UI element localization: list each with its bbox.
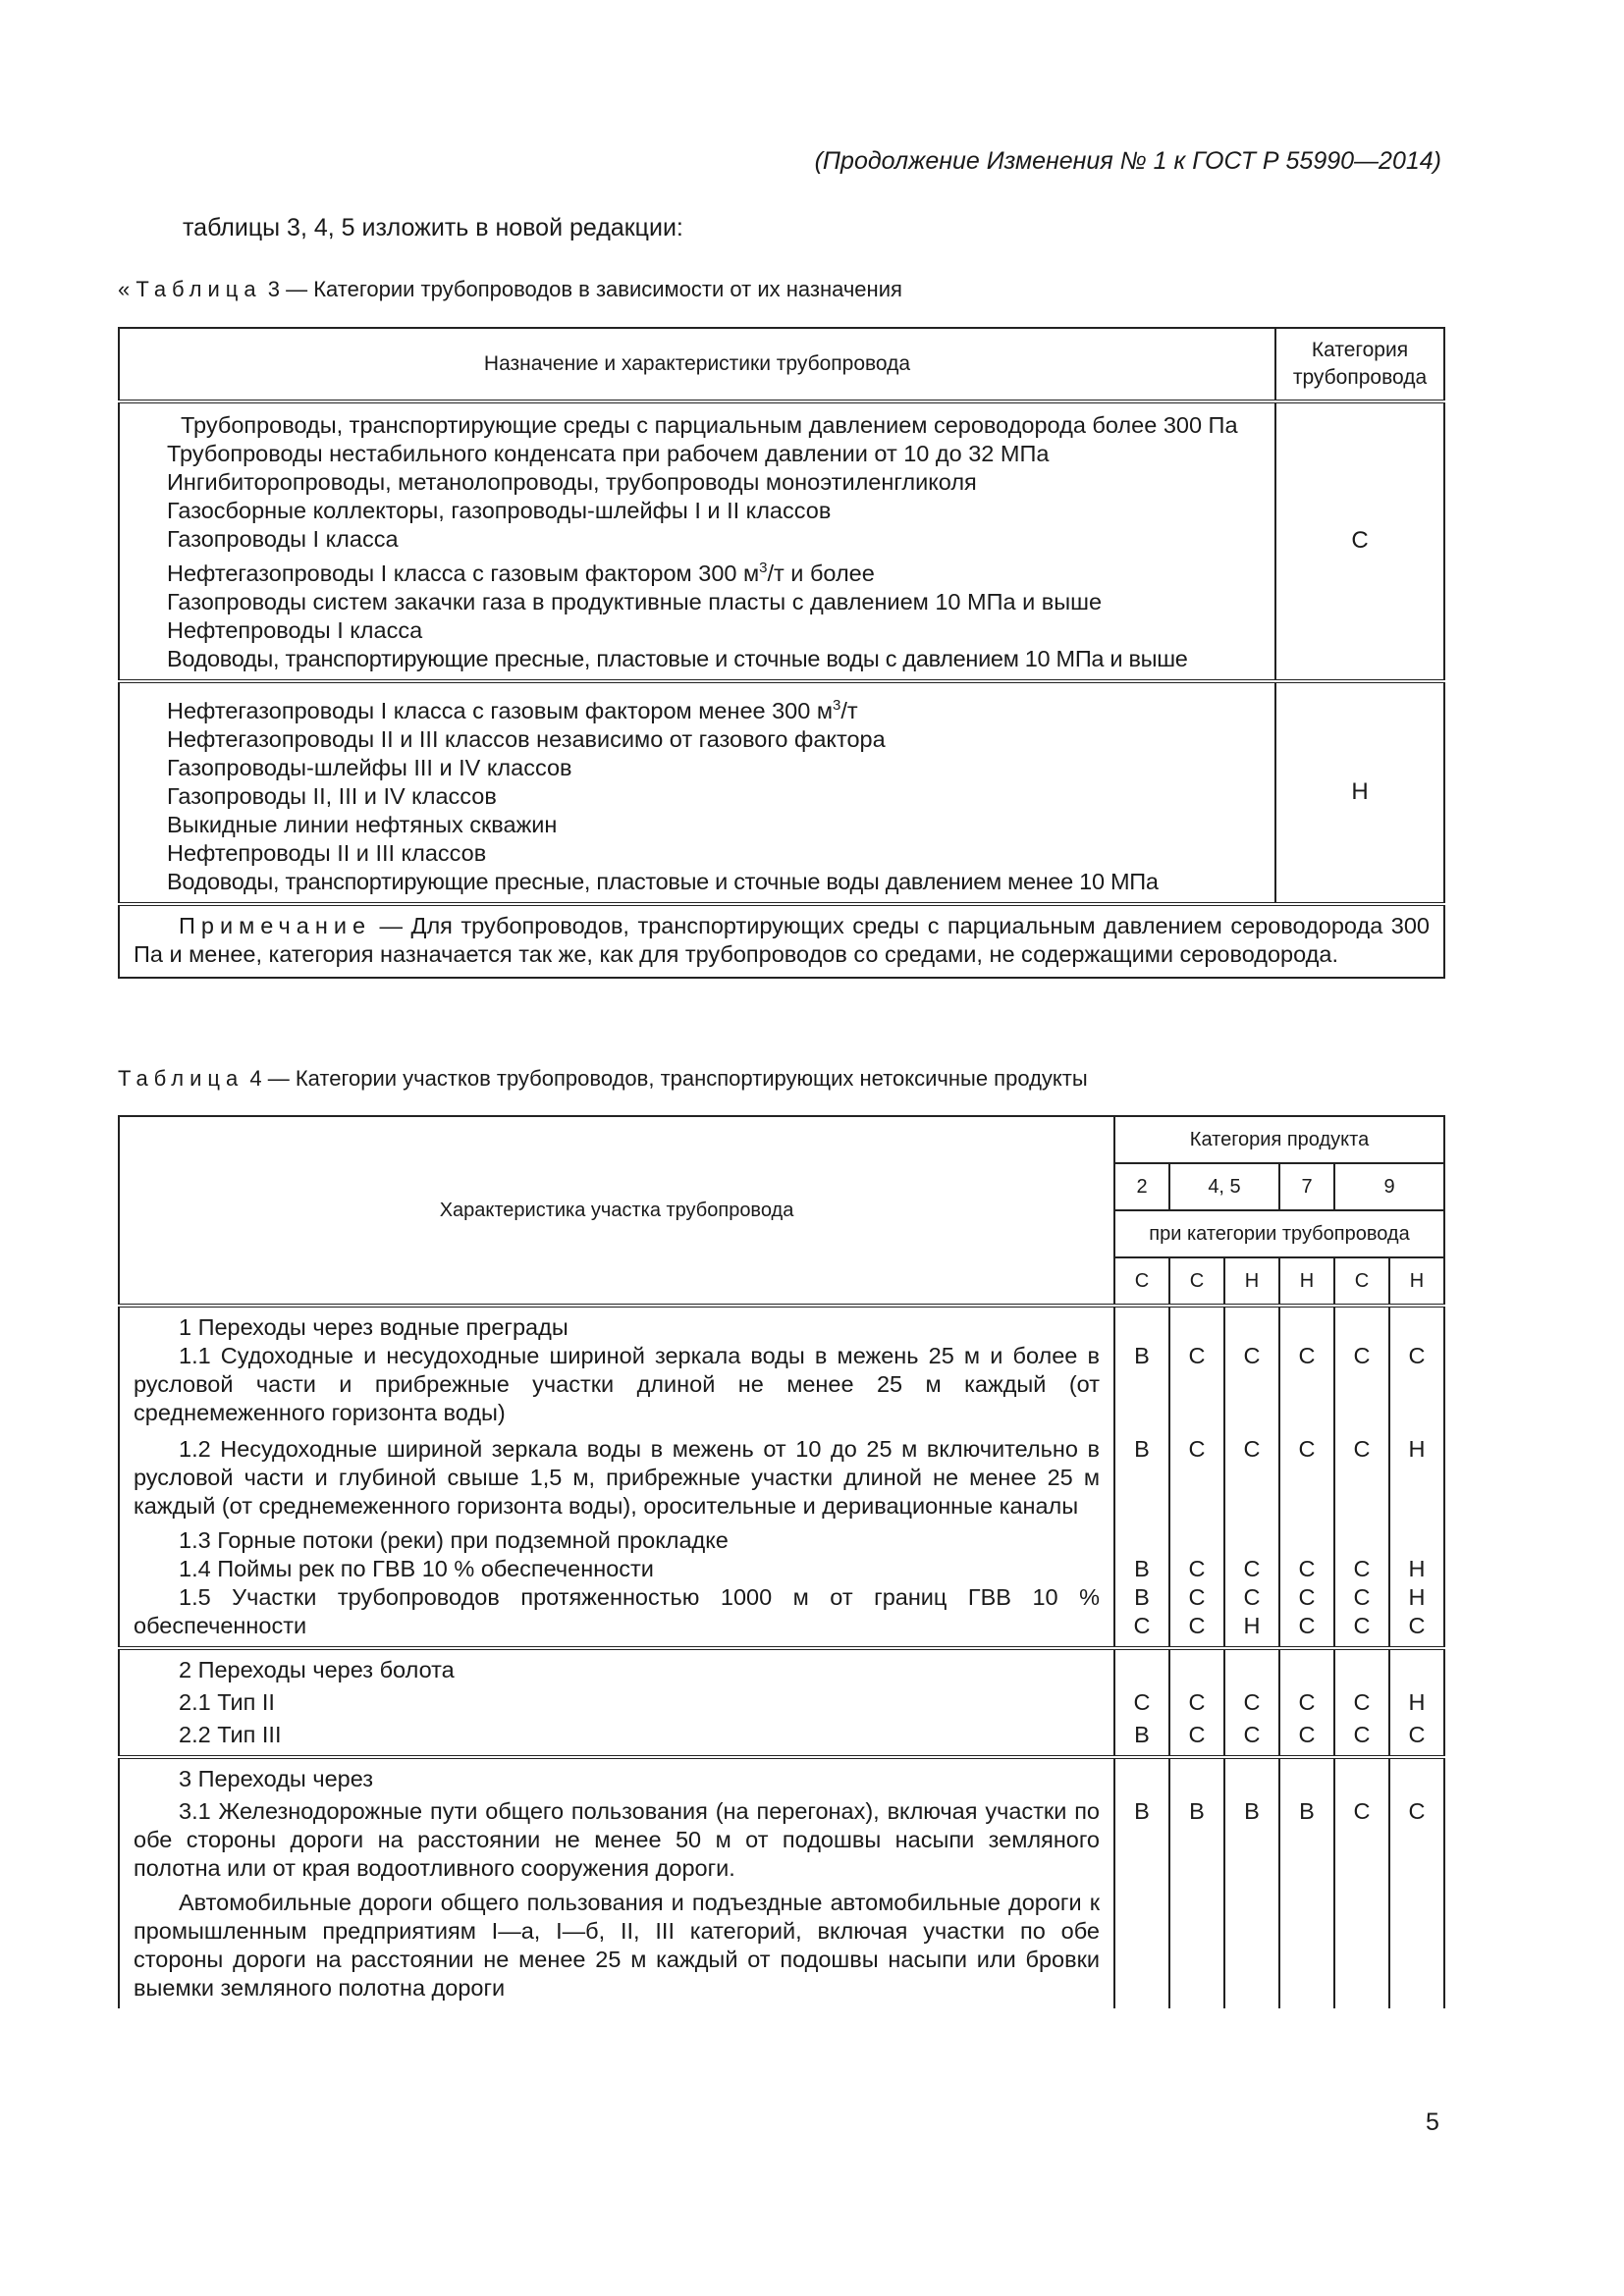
- table4-row-text: 1.1 Судоходные и несудоходные шириной зеркала воды в межень 25 м и более в русловой части и прибрежные участки длиной не менее 25 м каждый (от среднемеженного горизонта воды): [134, 1343, 1100, 1425]
- table4-value: С: [1243, 1436, 1261, 1462]
- table3-group2-item: Нефтегазопроводы II и III классов независимо от газового фактора: [167, 725, 886, 752]
- table4-value: С: [1408, 1722, 1426, 1747]
- table4-value-col: [1389, 1648, 1444, 1757]
- table4-value: С: [1133, 1689, 1151, 1715]
- table4-value: С: [1353, 1584, 1371, 1610]
- table4-value: С: [1298, 1722, 1316, 1747]
- table3-group2-item-oil-gas: [135, 691, 1265, 725]
- table4-value-col: [1279, 1306, 1334, 1648]
- sup-text-post: /т: [840, 697, 858, 723]
- table4-value-col: [1389, 1757, 1444, 2008]
- table3-group2-item: Газопроводы-шлейфы III и IV классов: [167, 754, 572, 780]
- table4-value: В: [1134, 1722, 1150, 1747]
- table3-group1-item: Нефтепроводы I класса: [167, 616, 423, 643]
- table4-value-col: [1114, 1757, 1169, 2008]
- table4-value: С: [1353, 1798, 1371, 1824]
- table3: [118, 327, 1445, 979]
- table4-group-title: 2 Переходы через болота: [179, 1657, 455, 1682]
- table4-header-pipeline-category: при категории трубопровода: [1114, 1210, 1444, 1257]
- table4-value: В: [1134, 1798, 1150, 1824]
- table4-value: С: [1243, 1722, 1261, 1747]
- table3-group2-item: Нефтепроводы II и III классов: [167, 839, 487, 866]
- table4-pipe-cat: С: [1169, 1257, 1224, 1306]
- table4-caption-text: 4 — Категории участков трубопроводов, транспортирующих нетоксичные продукты: [249, 1066, 1088, 1091]
- table4-value-col: [1389, 1306, 1444, 1648]
- table4-caption: [118, 1066, 1088, 1092]
- table4-value: В: [1189, 1798, 1205, 1824]
- table3-header-category-line2: трубопровода: [1292, 366, 1428, 389]
- table4-product: 7: [1279, 1163, 1334, 1210]
- table4-value: С: [1188, 1722, 1206, 1747]
- table4-row-text: 2.2 Тип III: [179, 1722, 282, 1747]
- table3-caption-label: Таблица: [135, 277, 262, 301]
- table3-group1-item: Водоводы, транспортирующие пресные, пластовые и сточные воды с давлением 10 МПа и выше: [167, 645, 1188, 671]
- table4-row-text: 1.5 Участки трубопроводов протяженностью 1000 м от границ ГВВ 10 % обеспеченности: [134, 1584, 1100, 1638]
- table4-pipe-cat: С: [1114, 1257, 1169, 1306]
- table4-value: С: [1353, 1556, 1371, 1581]
- table3-group2-item: Водоводы, транспортирующие пресные, пластовые и сточные воды давлением менее 10 МПа: [167, 868, 1159, 894]
- table4-value: Н: [1408, 1689, 1426, 1715]
- table4: [118, 1115, 1445, 2008]
- table4-value-col: [1279, 1648, 1334, 1757]
- table4-value: С: [1353, 1343, 1371, 1368]
- table4-value-col: [1224, 1306, 1279, 1648]
- table4-value: Н: [1408, 1436, 1426, 1462]
- table4-group-title: 1 Переходы через водные преграды: [179, 1314, 568, 1340]
- table4-group3: [119, 1757, 1444, 2008]
- sup-text-pre: Нефтегазопроводы I класса с газовым фактором 300 м: [167, 560, 760, 586]
- table4-value: С: [1188, 1613, 1206, 1638]
- table3-note-label: Примечание: [179, 912, 372, 938]
- table4-value-col: [1169, 1306, 1224, 1648]
- table4-value: С: [1133, 1613, 1151, 1638]
- table4-value-col: [1279, 1757, 1334, 2008]
- page-number: 5: [1426, 2109, 1439, 2136]
- table4-value: С: [1188, 1689, 1206, 1715]
- table4-product: 4, 5: [1169, 1163, 1279, 1210]
- table3-group2-item: Газопроводы II, III и IV классов: [167, 782, 497, 809]
- table4-row-text: 2.1 Тип II: [179, 1689, 275, 1715]
- table3-group1-item: Газосборные коллекторы, газопроводы-шлейфы I и II классов: [167, 498, 832, 523]
- table4-value: В: [1299, 1798, 1315, 1824]
- table4-value: С: [1408, 1613, 1426, 1638]
- table4-value: Н: [1243, 1613, 1261, 1638]
- table4-value: С: [1298, 1584, 1316, 1610]
- table3-caption-quote: «: [118, 277, 131, 301]
- table4-group1: [119, 1306, 1444, 1648]
- table3-header-category: [1275, 328, 1444, 401]
- table4-value-col: [1169, 1757, 1224, 2008]
- table4-value: В: [1244, 1798, 1260, 1824]
- table4-value: С: [1188, 1584, 1206, 1610]
- table4-value: С: [1353, 1722, 1371, 1747]
- table3-note-text: — Для трубопроводов, транспортирующих среды с парциальным давлением сероводорода 300 Па и менее, категория назначается так же, как для трубопроводов со средами, не содержащими сероводорода.: [134, 912, 1430, 967]
- table3-group2-category: Н: [1275, 681, 1444, 904]
- table4-row-text: 1.2 Несудоходные шириной зеркала воды в межень от 10 до 25 м включительно в русловой части и глубиной свыше 1,5 м, прибрежные участки длиной не менее 25 м каждый (от среднемеженного горизонта воды), оросительные и деривационные каналы: [134, 1436, 1100, 1519]
- table4-value-col: [1224, 1757, 1279, 2008]
- table3-caption: [118, 277, 902, 302]
- table4-value-col: [1169, 1648, 1224, 1757]
- table4-value: С: [1353, 1689, 1371, 1715]
- superscript: 3: [833, 696, 841, 714]
- table4-value-col: [1224, 1648, 1279, 1757]
- superscript: 3: [759, 560, 768, 576]
- table3-header-category-line1: Категория: [1311, 339, 1409, 361]
- table4-product: 9: [1334, 1163, 1444, 1210]
- table4-group3-text: [119, 1757, 1114, 2008]
- sup-text-post: /т и более: [767, 560, 875, 586]
- table4-pipe-cat: Н: [1224, 1257, 1279, 1306]
- table4-row-text: 1.4 Поймы рек по ГВВ 10 % обеспеченности: [179, 1556, 654, 1581]
- table4-group2: [119, 1648, 1444, 1757]
- table3-group1-item: Трубопроводы нестабильного конденсата при рабочем давлении от 10 до 32 МПа: [167, 441, 1050, 466]
- table4-group2-text: [119, 1648, 1114, 1757]
- table4-value: С: [1408, 1343, 1426, 1368]
- intro-text: таблицы 3, 4, 5 изложить в новой редакции:: [183, 214, 683, 241]
- table4-value: В: [1134, 1584, 1150, 1610]
- table4-row-text: 3.1 Железнодорожные пути общего пользования (на перегонах), включая участки по обе стороны дороги на расстоянии не менее 50 м от подошвы насыпи земляного полотна или от края водоотливного сооружения дороги.: [134, 1798, 1100, 1881]
- table4-row-text: Автомобильные дороги общего пользования и подъездные автомобильные дороги к промышленным предприятиям I—а, I—б, II, III категорий, включая участки по обе стороны дороги на расстоянии не менее 25 м каждый от подошвы насыпи или бровки выемки земляного полотна дороги: [134, 1890, 1100, 2001]
- table4-value: С: [1243, 1584, 1261, 1610]
- table4-value: С: [1298, 1613, 1316, 1638]
- table4-value: С: [1298, 1343, 1316, 1368]
- table4-value-col: [1334, 1306, 1389, 1648]
- table3-note: [119, 904, 1444, 978]
- table4-value: С: [1188, 1343, 1206, 1368]
- table4-caption-label: Таблица: [118, 1066, 244, 1091]
- table3-group2: [119, 681, 1275, 904]
- table4-value: С: [1353, 1613, 1371, 1638]
- table3-group1-item-oil-gas: [135, 554, 1265, 588]
- table4-value: С: [1243, 1689, 1261, 1715]
- table4-value: С: [1298, 1556, 1316, 1581]
- table3-caption-text: 3 — Категории трубопроводов в зависимости от их назначения: [267, 277, 902, 301]
- table4-pipe-cat: С: [1334, 1257, 1389, 1306]
- table4-pipe-cat: Н: [1279, 1257, 1334, 1306]
- table4-value-col: [1114, 1306, 1169, 1648]
- table4-group-title: 3 Переходы через: [179, 1766, 374, 1791]
- table4-value: С: [1353, 1436, 1371, 1462]
- document-header-note: (Продолжение Изменения № 1 к ГОСТ Р 55990—2014): [814, 147, 1441, 175]
- table4-value: Н: [1408, 1584, 1426, 1610]
- table4-value: С: [1408, 1798, 1426, 1824]
- table3-group2-item: Выкидные линии нефтяных скважин: [167, 811, 558, 837]
- table4-value: С: [1188, 1436, 1206, 1462]
- table3-group1-item: Газопроводы I класса: [167, 526, 399, 552]
- table4-value: С: [1188, 1556, 1206, 1581]
- table3-group1-first: Трубопроводы, транспортирующие среды с парциальным давлением сероводорода более 300 Па: [181, 412, 1238, 438]
- table4-pipe-cat: Н: [1389, 1257, 1444, 1306]
- table4-value: С: [1298, 1689, 1316, 1715]
- table3-group1-category: С: [1275, 401, 1444, 681]
- table4-value: Н: [1408, 1556, 1426, 1581]
- table4-value-col: [1114, 1648, 1169, 1757]
- table4-product: 2: [1114, 1163, 1169, 1210]
- table3-header-purpose: Назначение и характеристики трубопровода: [119, 328, 1275, 401]
- table4-row-text: 1.3 Горные потоки (реки) при подземной прокладке: [179, 1527, 729, 1553]
- table4-header-product-category: Категория продукта: [1114, 1116, 1444, 1163]
- table4-value: С: [1243, 1556, 1261, 1581]
- table3-group1-item: Газопроводы систем закачки газа в продуктивные пласты с давлением 10 МПа и выше: [167, 588, 1103, 614]
- table3-group1-item: Ингибиторопроводы, метанолопроводы, трубопроводы моноэтиленгликоля: [167, 469, 977, 495]
- table4-header-section: Характеристика участка трубопровода: [119, 1116, 1114, 1306]
- table4-value-col: [1334, 1648, 1389, 1757]
- table4-value: В: [1134, 1343, 1150, 1368]
- table4-value: В: [1134, 1436, 1150, 1462]
- table4-value: С: [1243, 1343, 1261, 1368]
- sup-text-pre: Нефтегазопроводы I класса с газовым фактором менее 300 м: [167, 697, 834, 723]
- table4-group1-text: [119, 1306, 1114, 1648]
- table3-group1: [119, 401, 1275, 681]
- table4-value: С: [1298, 1436, 1316, 1462]
- table4-value: В: [1134, 1556, 1150, 1581]
- table4-value-col: [1334, 1757, 1389, 2008]
